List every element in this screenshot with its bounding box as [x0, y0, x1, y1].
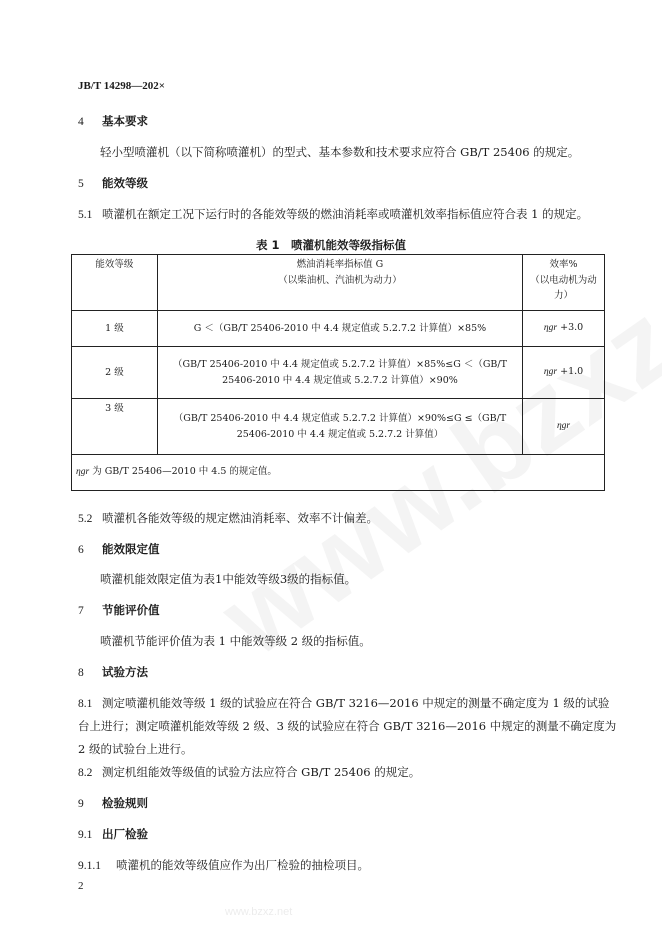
- section-8-1-line3: 2 级的试验台上进行。: [78, 742, 193, 756]
- col-eff-header: 效率% （以电动机为动 力）: [523, 255, 605, 311]
- section-5-2: 5.2 喷灌机各能效等级的规定燃油消耗率、效率不计偏差。: [78, 511, 378, 525]
- table-note: ηgr 为 GB/T 25406—2010 中 4.5 的规定值。: [72, 455, 605, 491]
- section-5-1: 5.1 喷灌机在额定工况下运行时的各能效等级的燃油消耗率或喷灌机效率指标值应符合表 1 的规定。: [78, 207, 589, 221]
- section-4-text: 轻小型喷灌机（以下简称喷灌机）的型式、基本参数和技术要求应符合 GB/T 25406 的规定。: [100, 145, 580, 159]
- efficiency-table: [71, 254, 605, 491]
- table-caption: 表 1 喷灌机能效等级指标值: [255, 238, 406, 252]
- table-row: [72, 347, 605, 399]
- section-9-1-1: 9.1.1 喷灌机的能效等级值应作为出厂检验的抽检项目。: [78, 858, 369, 872]
- footer-watermark: www.bzxz.net: [225, 906, 293, 918]
- table-row: [72, 311, 605, 347]
- eff-cell: ηgr: [523, 399, 605, 455]
- eff-cell: ηgr +3.0: [523, 311, 605, 347]
- section-8-1-line1: 8.1 测定喷灌机能效等级 1 级的试验应在符合 GB/T 3216—2016 中规定的测量不确定度为 1 级的试验: [78, 696, 610, 710]
- table-note-row: [72, 455, 605, 491]
- document-id: JB/T 14298—202×: [78, 80, 166, 92]
- section-9-heading: 9 检验规则: [78, 796, 148, 810]
- grade-cell: 3 级: [72, 399, 158, 455]
- eff-cell: ηgr +1.0: [523, 347, 605, 399]
- page-number: 2: [78, 880, 84, 892]
- section-5-heading: 5 能效等级: [78, 176, 148, 190]
- section-7-heading: 7 节能评价值: [78, 603, 160, 617]
- section-6-text: 喷灌机能效限定值为表1中能效等级3级的指标值。: [100, 572, 357, 586]
- section-8-2: 8.2 测定机组能效等级值的试验方法应符合 GB/T 25406 的规定。: [78, 765, 421, 779]
- fuel-cell: （GB/T 25406-2010 中 4.4 规定值或 5.2.7.2 计算值）×90%≤G ≤（GB/T 25406-2010 中 4.4 规定值或 5.2.7.2 计算值）: [157, 399, 522, 455]
- table-row: [72, 399, 605, 455]
- col-fuel-header: 燃油消耗率指标值 G （以柴油机、汽油机为动力）: [157, 255, 522, 311]
- fuel-cell: （GB/T 25406-2010 中 4.4 规定值或 5.2.7.2 计算值）×85%≤G ＜（GB/T 25406-2010 中 4.4 规定值或 5.2.7.2 计算值）×90%: [157, 347, 522, 399]
- section-8-1-line2: 台上进行；测定喷灌机能效等级 2 级、3 级的试验应在符合 GB/T 3216—2016 中规定的测量不确定度为: [78, 719, 617, 733]
- section-9-1-heading: 9.1 出厂检验: [78, 827, 148, 841]
- col-grade-header: 能效等级: [72, 255, 158, 311]
- fuel-cell: G ＜（GB/T 25406-2010 中 4.4 规定值或 5.2.7.2 计算值）×85%: [157, 311, 522, 347]
- section-6-heading: 6 能效限定值: [78, 542, 160, 556]
- section-4-heading: 4 基本要求: [78, 114, 148, 128]
- section-8-heading: 8 试验方法: [78, 665, 148, 679]
- grade-cell: 2 级: [72, 347, 158, 399]
- section-7-text: 喷灌机节能评价值为表 1 中能效等级 2 级的指标值。: [100, 634, 371, 648]
- grade-cell: 1 级: [72, 311, 158, 347]
- table-header-row: [72, 255, 605, 311]
